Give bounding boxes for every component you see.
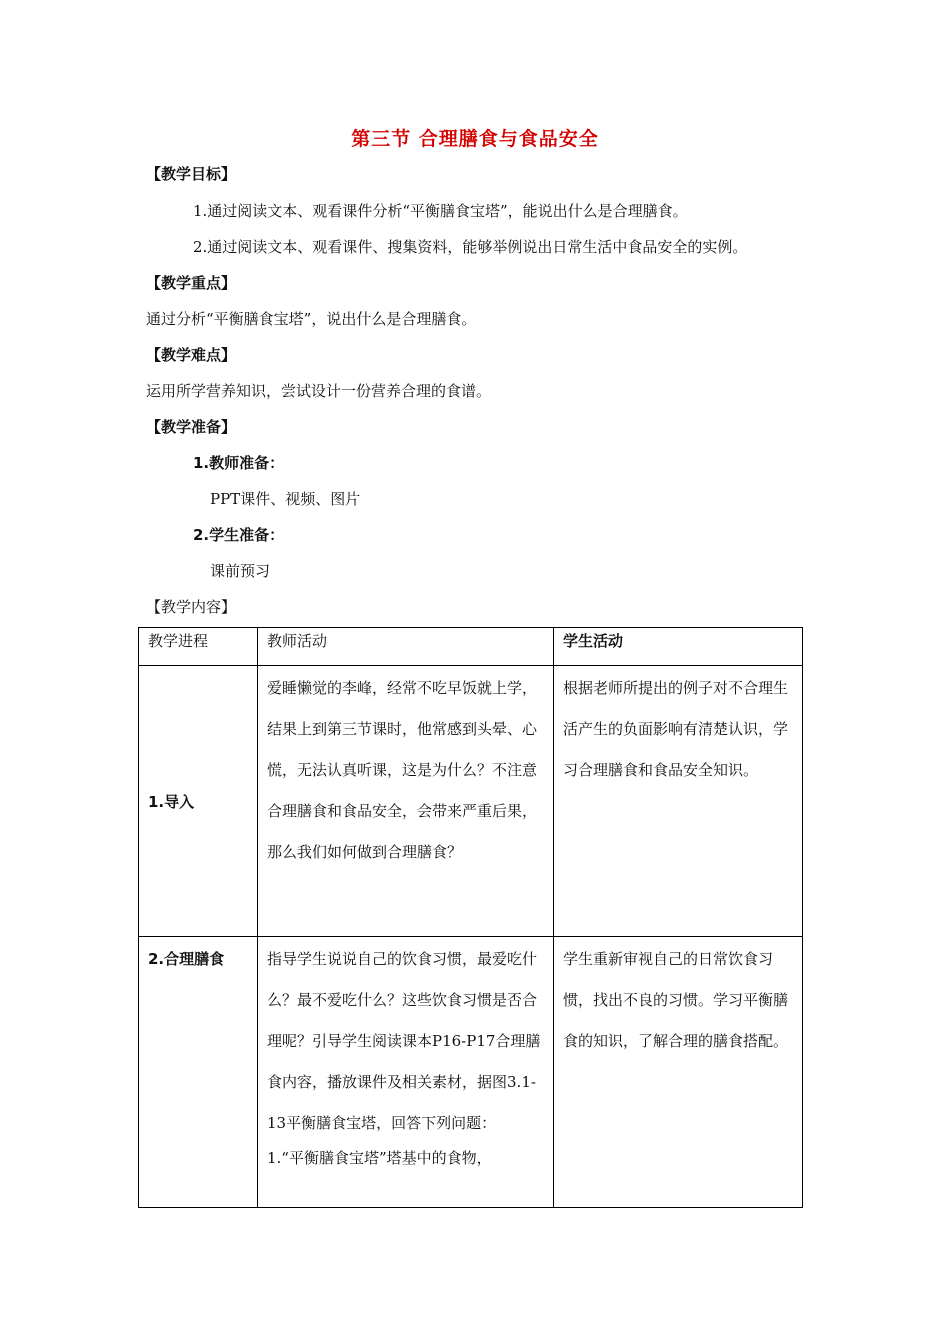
teacher-cell [258, 937, 554, 1208]
objective-2: 2.通过阅读文本、观看课件、搜集资料，能够举例说出日常生活中食品安全的实例。 [193, 238, 748, 256]
objective-1: 1.通过阅读文本、观看课件分析“平衡膳食宝塔”，能说出什么是合理膳食。 [193, 202, 688, 220]
key-points-text: 通过分析“平衡膳食宝塔”，说出什么是合理膳食。 [146, 310, 477, 328]
teacher-prep-text: PPT课件、视频、图片 [210, 490, 361, 508]
teacher-cell [258, 666, 554, 937]
stage-label: 2.合理膳食 [148, 950, 225, 968]
teacher-activity-question: 1.“平衡膳食宝塔”塔基中的食物， [267, 1149, 492, 1167]
key-points-heading: 【教学重点】 [146, 274, 237, 292]
page-title: 第三节 合理膳食与食品安全 [351, 128, 599, 150]
student-activity: 学生重新审视自己的日常饮食习惯，找出不良的习惯。学习平衡膳食的知识，了解合理的膳食搭配。 [563, 950, 789, 1050]
student-activity: 根据老师所提出的例子对不合理生活产生的负面影响有清楚认识，学习合理膳食和食品安全知识。 [563, 679, 789, 779]
student-prep-text: 课前预习 [210, 562, 271, 580]
teacher-activity: 爱睡懒觉的李峰，经常不吃早饭就上学，结果上到第三节课时，他常感到头晕、心慌，无法认真听课，这是为什么？不注意合理膳食和食品安全，会带来严重后果，那么我们如何做到合理膳食？ [267, 679, 538, 861]
stage-label: 1.导入 [148, 792, 195, 811]
stage-cell [139, 666, 258, 937]
difficulties-heading: 【教学难点】 [146, 346, 237, 364]
header-stage: 教学进程 [139, 628, 258, 666]
student-cell [554, 666, 803, 937]
table-row [139, 937, 803, 1208]
stage-cell [139, 937, 258, 1208]
preparation-heading: 【教学准备】 [146, 418, 237, 436]
lesson-table [138, 627, 803, 1208]
table-row [139, 666, 803, 937]
student-cell [554, 937, 803, 1208]
table-header-row [139, 628, 803, 666]
objectives-heading: 【教学目标】 [146, 165, 237, 183]
difficulties-text: 运用所学营养知识，尝试设计一份营养合理的食谱。 [146, 382, 492, 400]
teacher-prep-label: 1.教师准备： [193, 454, 285, 472]
header-teacher: 教师活动 [258, 628, 554, 666]
student-prep-label: 2.学生准备： [193, 526, 285, 544]
header-student: 学生活动 [554, 628, 803, 666]
teacher-activity: 指导学生说说自己的饮食习惯，最爱吃什么？最不爱吃什么？这些饮食习惯是否合理呢？引导学生阅读课本P16-P17合理膳食内容，播放课件及相关素材，据图3.1-13平衡膳食宝塔，回答下列问题： [267, 950, 541, 1132]
content-heading: 【教学内容】 [146, 598, 237, 616]
